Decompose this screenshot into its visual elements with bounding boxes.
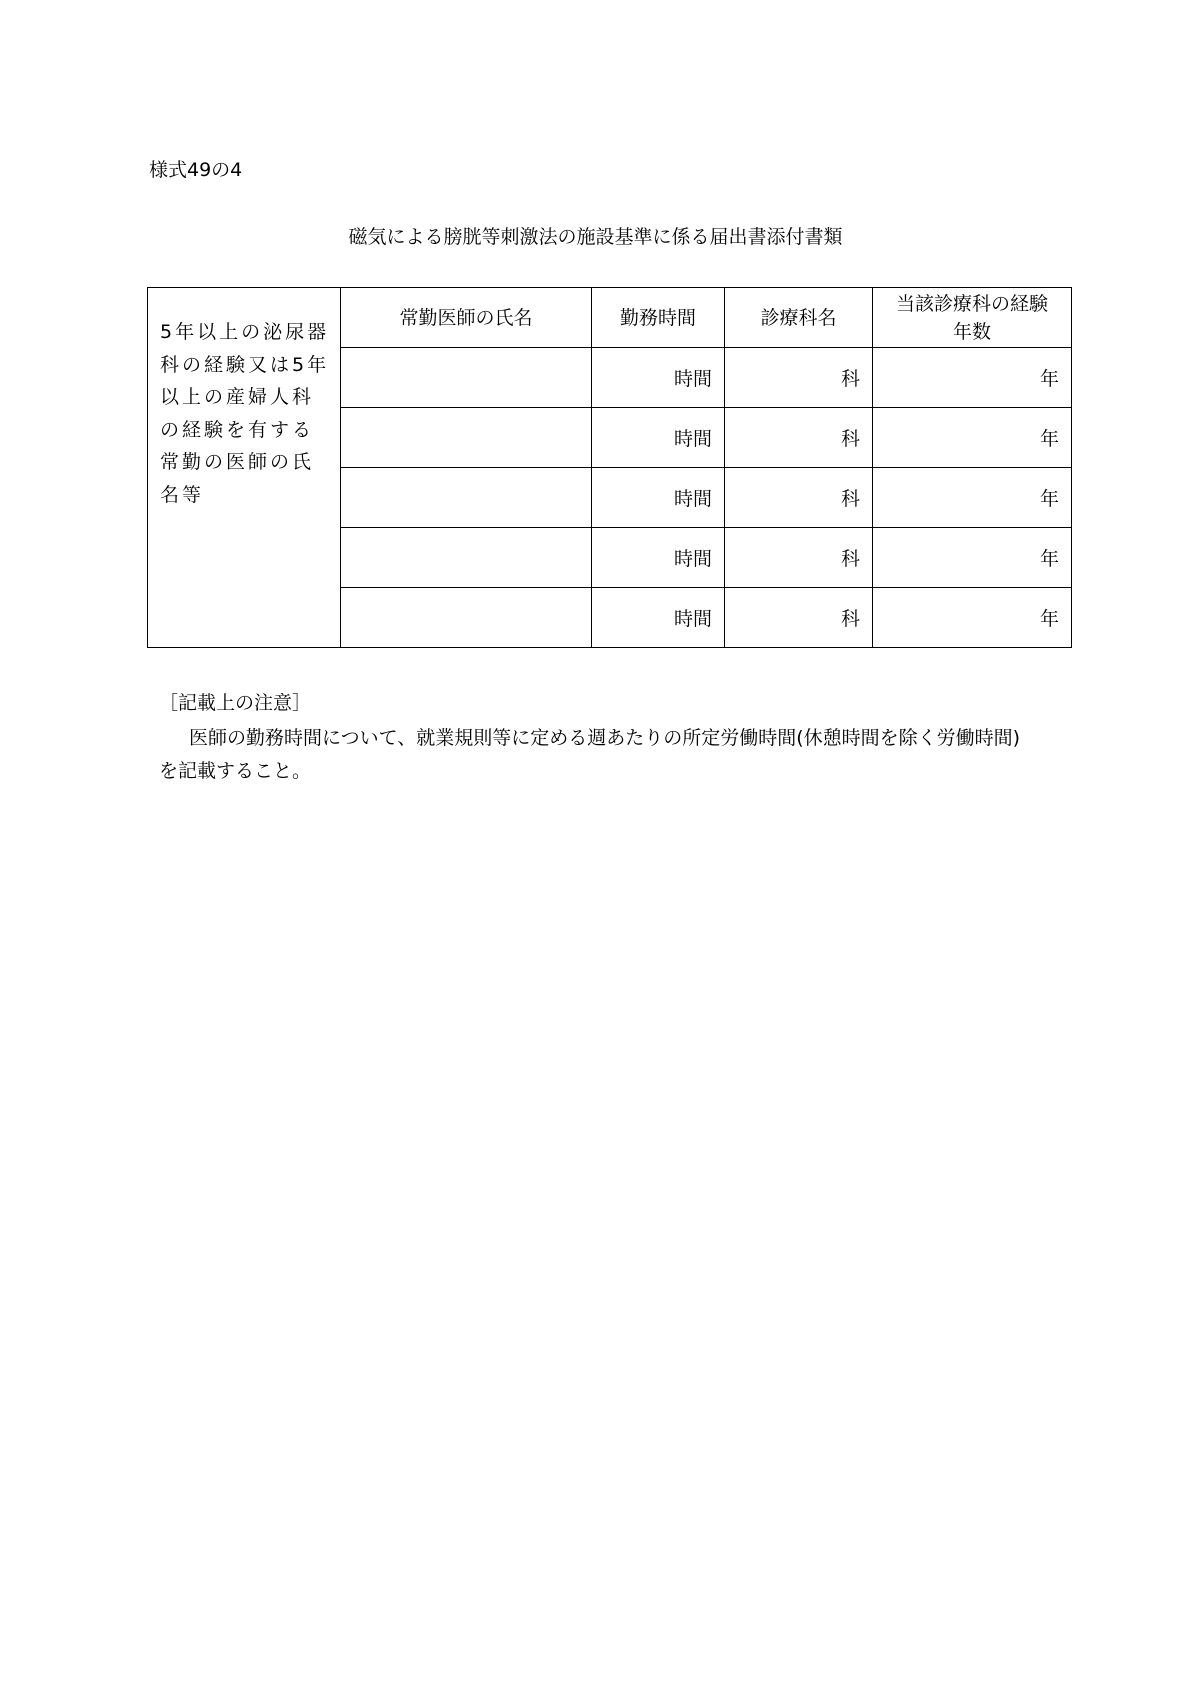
physician-table (147, 287, 1072, 648)
header-hours: 勤務時間 (592, 288, 725, 348)
name-cell[interactable] (341, 348, 592, 408)
years-cell[interactable]: 年 (873, 528, 1072, 588)
header-name: 常勤医師の氏名 (341, 288, 592, 348)
header-department: 診療科名 (725, 288, 873, 348)
department-cell[interactable]: 科 (725, 588, 873, 648)
notes-heading: ［記載上の注意］ (159, 692, 312, 714)
years-cell[interactable]: 年 (873, 468, 1072, 528)
department-cell[interactable]: 科 (725, 348, 873, 408)
years-cell[interactable]: 年 (873, 408, 1072, 468)
table-header-row (148, 288, 1072, 348)
years-cell[interactable]: 年 (873, 588, 1072, 648)
department-cell[interactable]: 科 (725, 408, 873, 468)
form-number: 様式49の4 (149, 159, 243, 181)
name-cell[interactable] (341, 528, 592, 588)
name-cell[interactable] (341, 468, 592, 528)
hours-cell[interactable]: 時間 (592, 528, 725, 588)
hours-cell[interactable]: 時間 (592, 408, 725, 468)
hours-cell[interactable]: 時間 (592, 468, 725, 528)
years-cell[interactable]: 年 (873, 348, 1072, 408)
side-label: 5年以上の泌尿器科の経験又は5年以上の産婦人科の経験を有する常勤の医師の氏名等 (148, 288, 341, 648)
name-cell[interactable] (341, 408, 592, 468)
hours-cell[interactable]: 時間 (592, 348, 725, 408)
header-years: 当該診療科の経験年数 (873, 288, 1072, 348)
notes-body: 医師の勤務時間について、就業規則等に定める週あたりの所定労働時間(休憩時間を除く労働時間)を記載すること。 (159, 727, 1021, 782)
department-cell[interactable]: 科 (725, 528, 873, 588)
hours-cell[interactable]: 時間 (592, 588, 725, 648)
document-title: 磁気による膀胱等刺激法の施設基準に係る届出書添付書類 (348, 226, 843, 248)
department-cell[interactable]: 科 (725, 468, 873, 528)
name-cell[interactable] (341, 588, 592, 648)
